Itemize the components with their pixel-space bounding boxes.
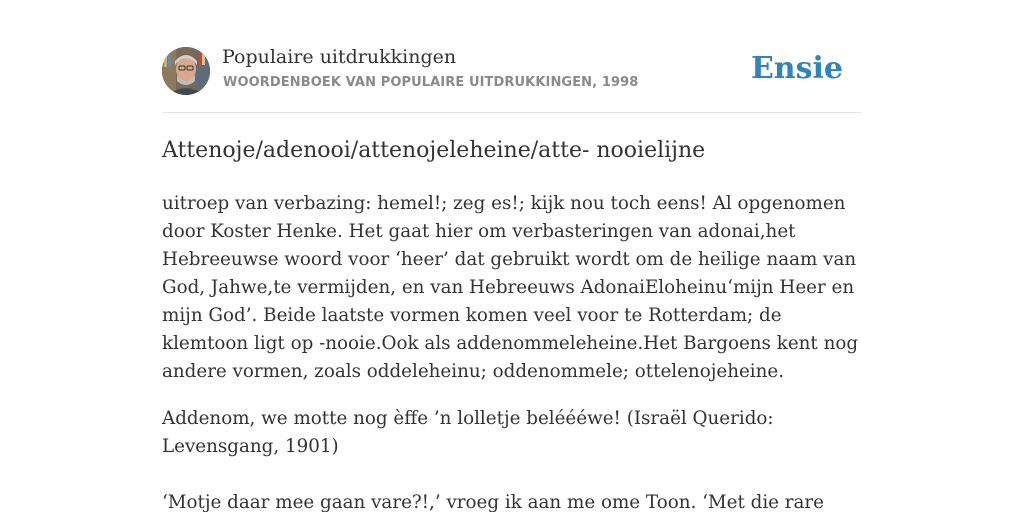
source-header bbox=[162, 0, 862, 113]
entry-paragraph-quote: Addenom, we motte nog èffe ’n lolletje beléééwe! (Israël Querido: Levensgang, 1901) bbox=[162, 408, 774, 457]
entry-title: Attenoje/adenooi/attenojeleheine/atte- nooielijne bbox=[162, 138, 706, 163]
source-subtitle: WOORDENBOEK VAN POPULAIRE UITDRUKKINGEN, 1998 bbox=[223, 75, 639, 90]
entry-paragraph-definition: uitroep van verbazing: hemel!; zeg es!; kijk nou toch eens! Al opgenomen door Koster Henke. Het gaat hier om verbasteringen van adonai,het Hebreeuwse woord voor ‘heer’ dat gebruikt wordt om de heilige naam van God, Jahwe,te vermijden, en van Hebreeuws AdonaiEloheinu‘mijn Heer en mijn God’. Beide laatste vormen komen veel voor te Rotterdam; de klemtoon ligt op -nooie.Ook als addenommeleheine.Het Bargoens kent nog andere vormen, zoals oddeleheinu; oddenommele; ottelenojeheine. bbox=[162, 193, 859, 382]
author-avatar[interactable] bbox=[162, 47, 210, 95]
ensie-logo[interactable]: Ensie bbox=[750, 51, 843, 86]
avatar-photo bbox=[162, 47, 210, 95]
entry-paragraph-example: ‘Motje daar mee gaan vare?!,’ vroeg ik aan me ome Toon. ‘Met die rare bbox=[162, 492, 824, 512]
page-container bbox=[162, 0, 862, 512]
source-title[interactable]: Populaire uitdrukkingen bbox=[222, 46, 457, 68]
